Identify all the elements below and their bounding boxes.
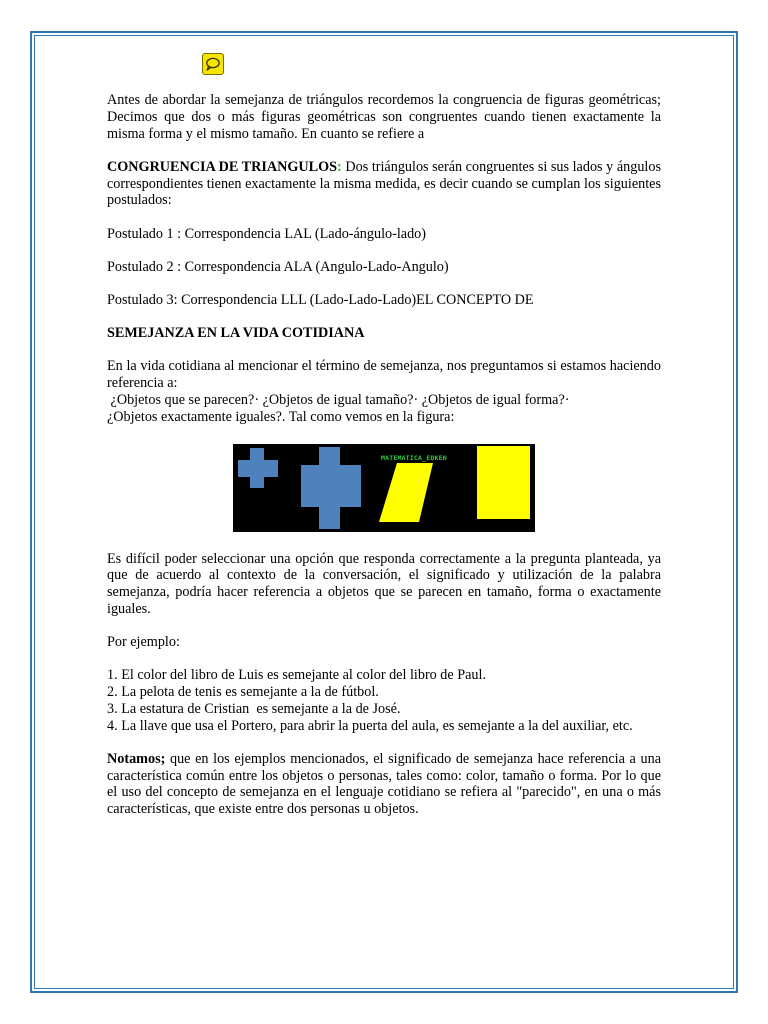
list-item: 4. La llave que usa el Portero, para abrir la puerta del aula, es semejante a la del auxiliar, etc. <box>107 717 633 734</box>
shapes-figure <box>233 444 535 532</box>
congruencia-text: Dos triángulos serán congruentes si sus lados y ángulos correspondientes tienen exactamente la misma medida, es decir cuando se cumplan los siguientes postulados: <box>107 158 661 209</box>
ejemplo-label: Por ejemplo: <box>107 634 180 651</box>
notamos-paragraph <box>107 751 661 818</box>
document-body <box>107 92 661 834</box>
congruencia-colon: : <box>337 158 342 175</box>
list-item: 2. La pelota de tenis es semejante a la de fútbol. <box>107 684 379 701</box>
comment-icon[interactable] <box>202 53 224 75</box>
ejemplos-list <box>107 667 661 734</box>
postulado-1: Postulado 1 : Correspondencia LAL (Lado-ángulo-lado) <box>107 225 427 242</box>
congruencia-paragraph <box>107 159 661 209</box>
intro-paragraph: Antes de abordar la semejanza de triángulos recordemos la congruencia de figuras geométricas; Decimos que dos o más figuras geométricas son congruentes cuando tienen exactamente la misma forma y el mismo tamaño. En cuanto se refiere a <box>107 92 661 142</box>
vida-cotidiana-line-3: ¿Objetos exactamente iguales?. Tal como vemos en la figura: <box>107 408 455 425</box>
vida-cotidiana-line-2: ¿Objetos que se parecen?· ¿Objetos de igual tamaño?· ¿Objetos de igual forma?· <box>107 391 570 408</box>
figure-caption: MATEMATICA_EDKEN <box>381 453 447 462</box>
list-item: 1. El color del libro de Luis es semejante al color del libro de Paul. <box>107 667 487 684</box>
postulado-3: Postulado 3: Correspondencia LLL (Lado-Lado-Lado)EL CONCEPTO DE <box>107 291 534 308</box>
notamos-bold: Notamos; <box>107 750 166 767</box>
list-item: 3. La estatura de Cristian es semejante a la de José. <box>107 700 401 717</box>
section-heading-text: SEMEJANZA EN LA VIDA COTIDIANA <box>107 325 365 342</box>
vida-cotidiana-paragraph <box>107 358 661 425</box>
congruencia-heading: CONGRUENCIA DE TRIANGULOS <box>107 158 338 175</box>
dificil-paragraph: Es difícil poder seleccionar una opción que responda correctamente a la pregunta planteada, ya que de acuerdo al contexto de la conversación, el significado y utilización de la palabra semejanza, podría hacer referencia a objetos que se parecen en tamaño, forma o exactamente iguales. <box>107 550 661 617</box>
speech-bubble-icon <box>205 56 221 72</box>
vida-cotidiana-line-1: En la vida cotidiana al mencionar el término de semejanza, nos preguntamos si estamos haciendo referencia a: <box>107 358 661 392</box>
postulado-2: Postulado 2 : Correspondencia ALA (Angulo-Lado-Angulo) <box>107 258 449 275</box>
section-heading <box>107 325 661 342</box>
notamos-text: que en los ejemplos mencionados, el significado de semejanza hace referencia a una característica común entre los objetos o personas, tales como: color, tamaño o forma. Por lo que el uso del concepto de semejanza en el lenguaje cotidiano se refiera al "parecido", en una o más características, que existe entre dos personas u objetos. <box>107 750 661 818</box>
yellow-rectangle <box>477 446 530 519</box>
